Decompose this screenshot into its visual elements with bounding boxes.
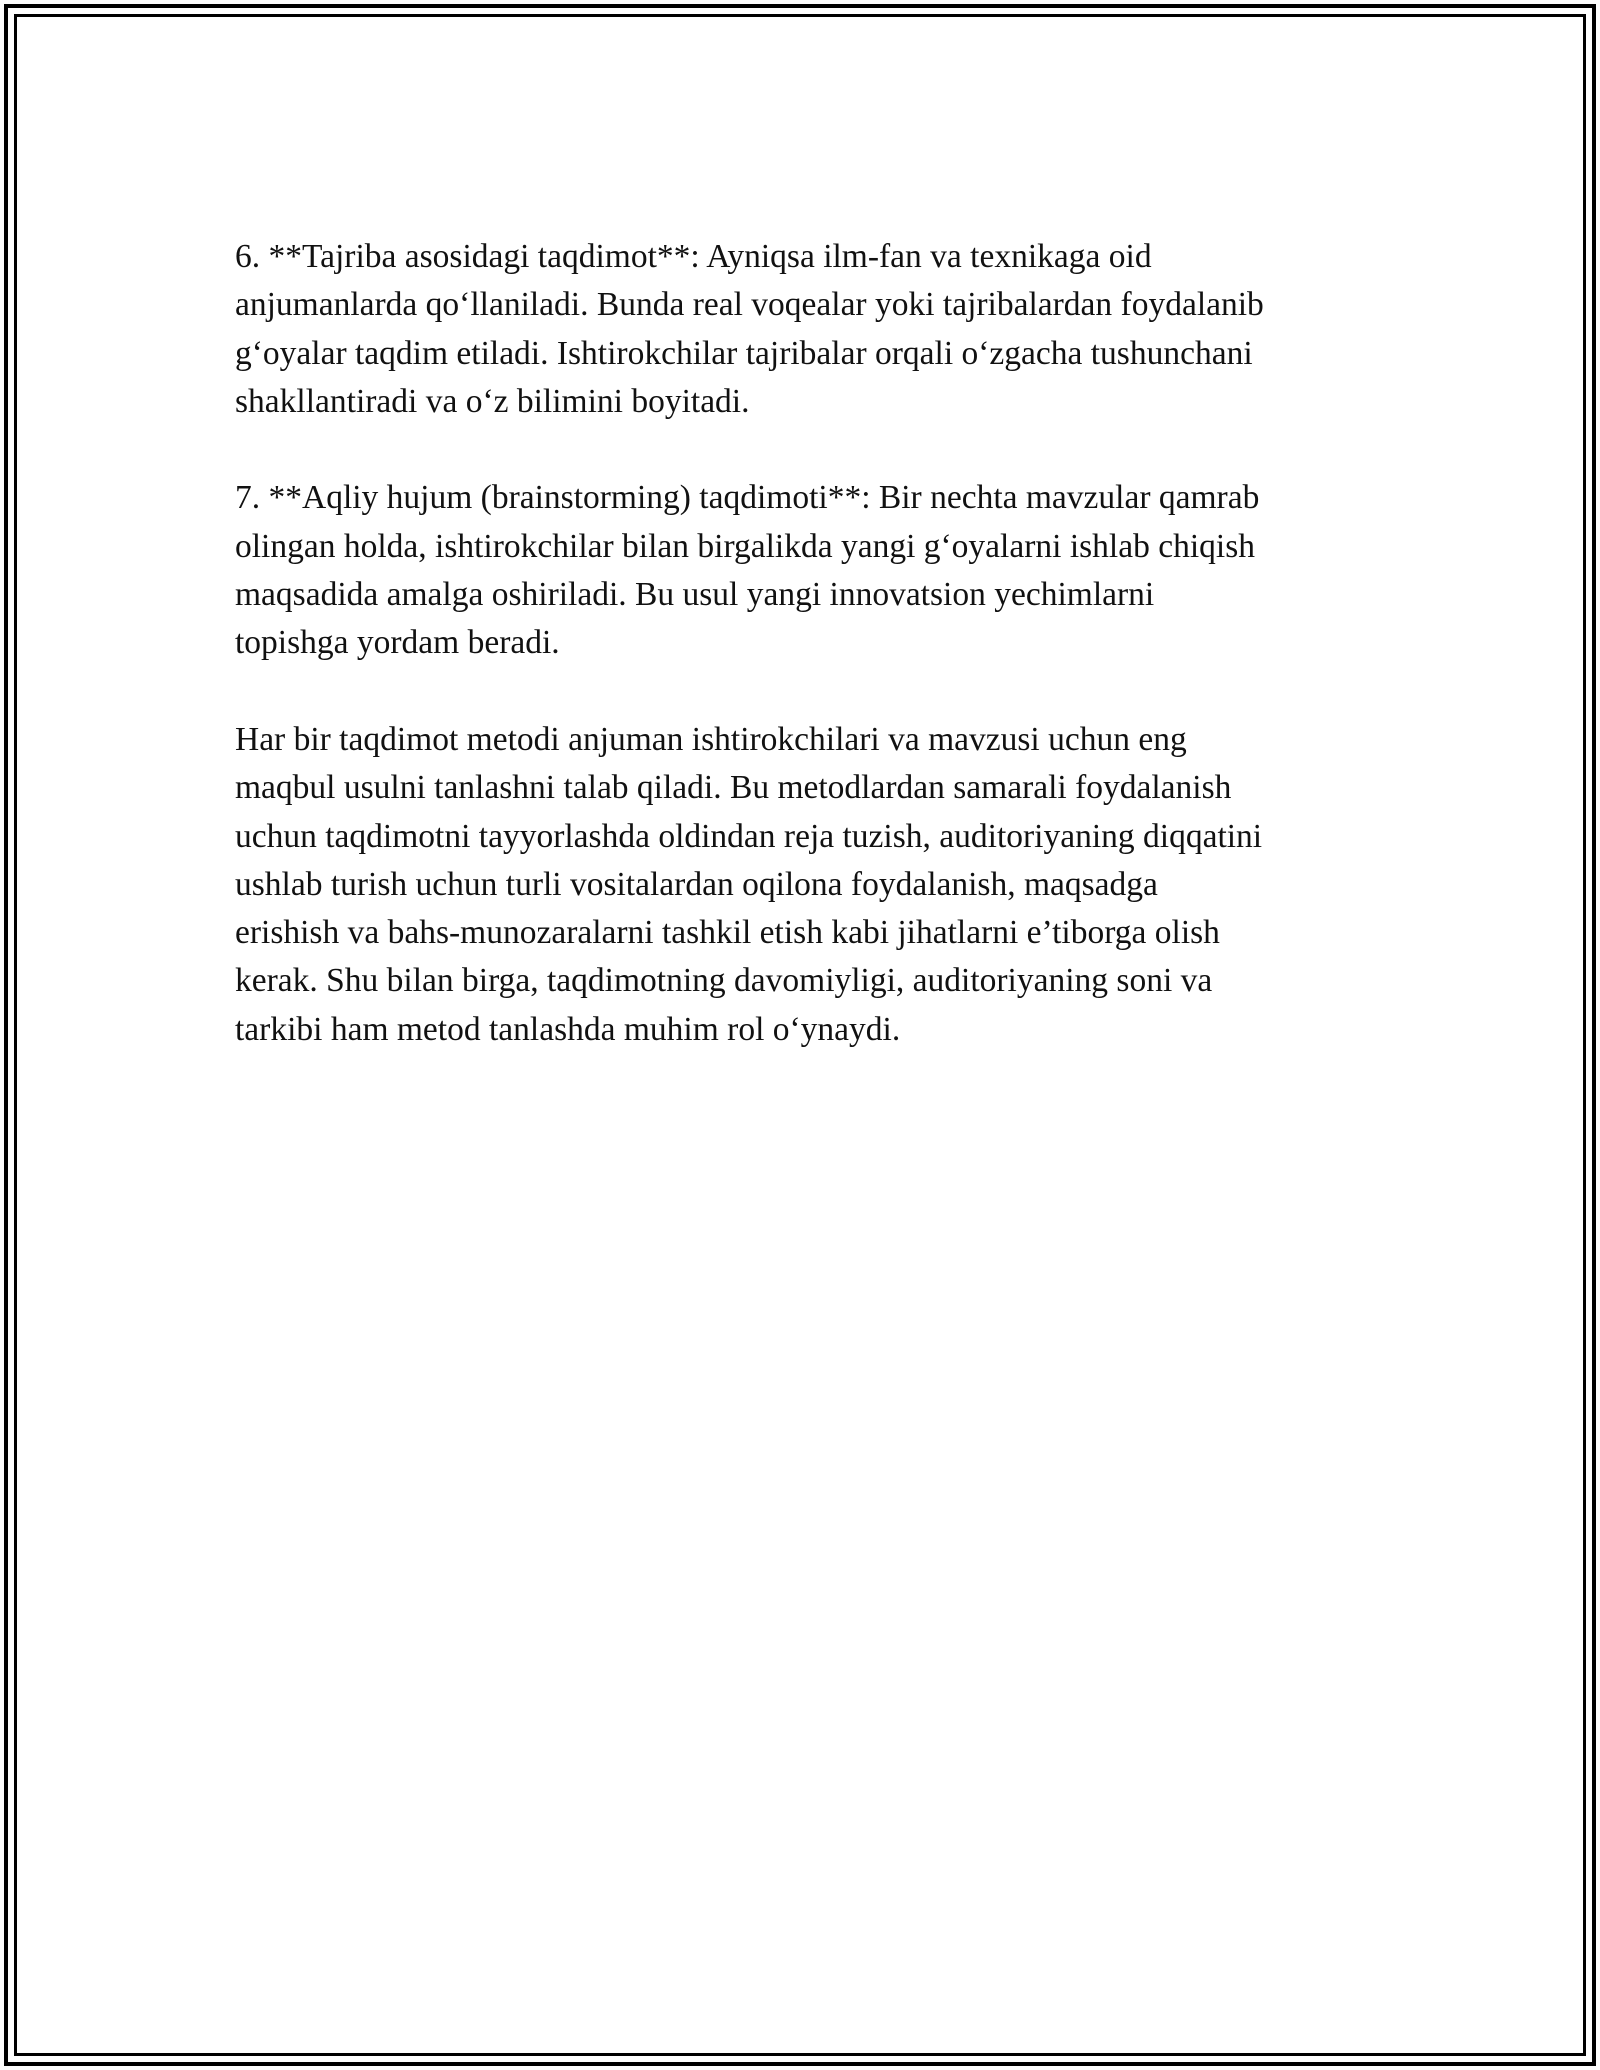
paragraph-conclusion: Har bir taqdimot metodi anjuman ishtirokchilari va mavzusi uchun eng maqbul usulni tanlashni talab qiladi. Bu metodlardan samarali foydalanish uchun taqdimotni tayyorlashda oldindan reja tuzish, auditoriyaning diqqatini ushlab turish uchun turli vositalardan oqilona foydalanish, maqsadga erishish va bahs-munozaralarni tashkil etish kabi jihatlarni e’tiborga olish kerak. Shu bilan birga, taqdimotning davomiyligi, auditoriyaning soni va tarkibi ham metod tanlashda muhim rol o‘ynaydi. — [235, 720, 1263, 1048]
paragraph-brainstorming-presentation: 7. **Aqliy hujum (brainstorming) taqdimoti**: Bir nechta mavzular qamrab olingan holda, ishtirokchilar bilan birgalikda yangi g‘oyalarni ishlab chiqish maqsadida amalga oshiriladi. Bu usul yangi innovatsion yechimlarni topishga yordam beradi. — [235, 479, 1260, 662]
document-body — [235, 233, 1375, 1102]
paragraph-experience-based-presentation: 6. **Tajriba asosidagi taqdimot**: Ayniqsa ilm-fan va texnikaga oid anjumanlarda qo‘llaniladi. Bunda real voqealar yoki tajribalardan foydalanib g‘oyalar taqdim etiladi. Ishtirokchilar tajribalar orqali o‘zgacha tushunchani shakllantiradi va o‘z bilimini boyitadi. — [235, 238, 1264, 420]
